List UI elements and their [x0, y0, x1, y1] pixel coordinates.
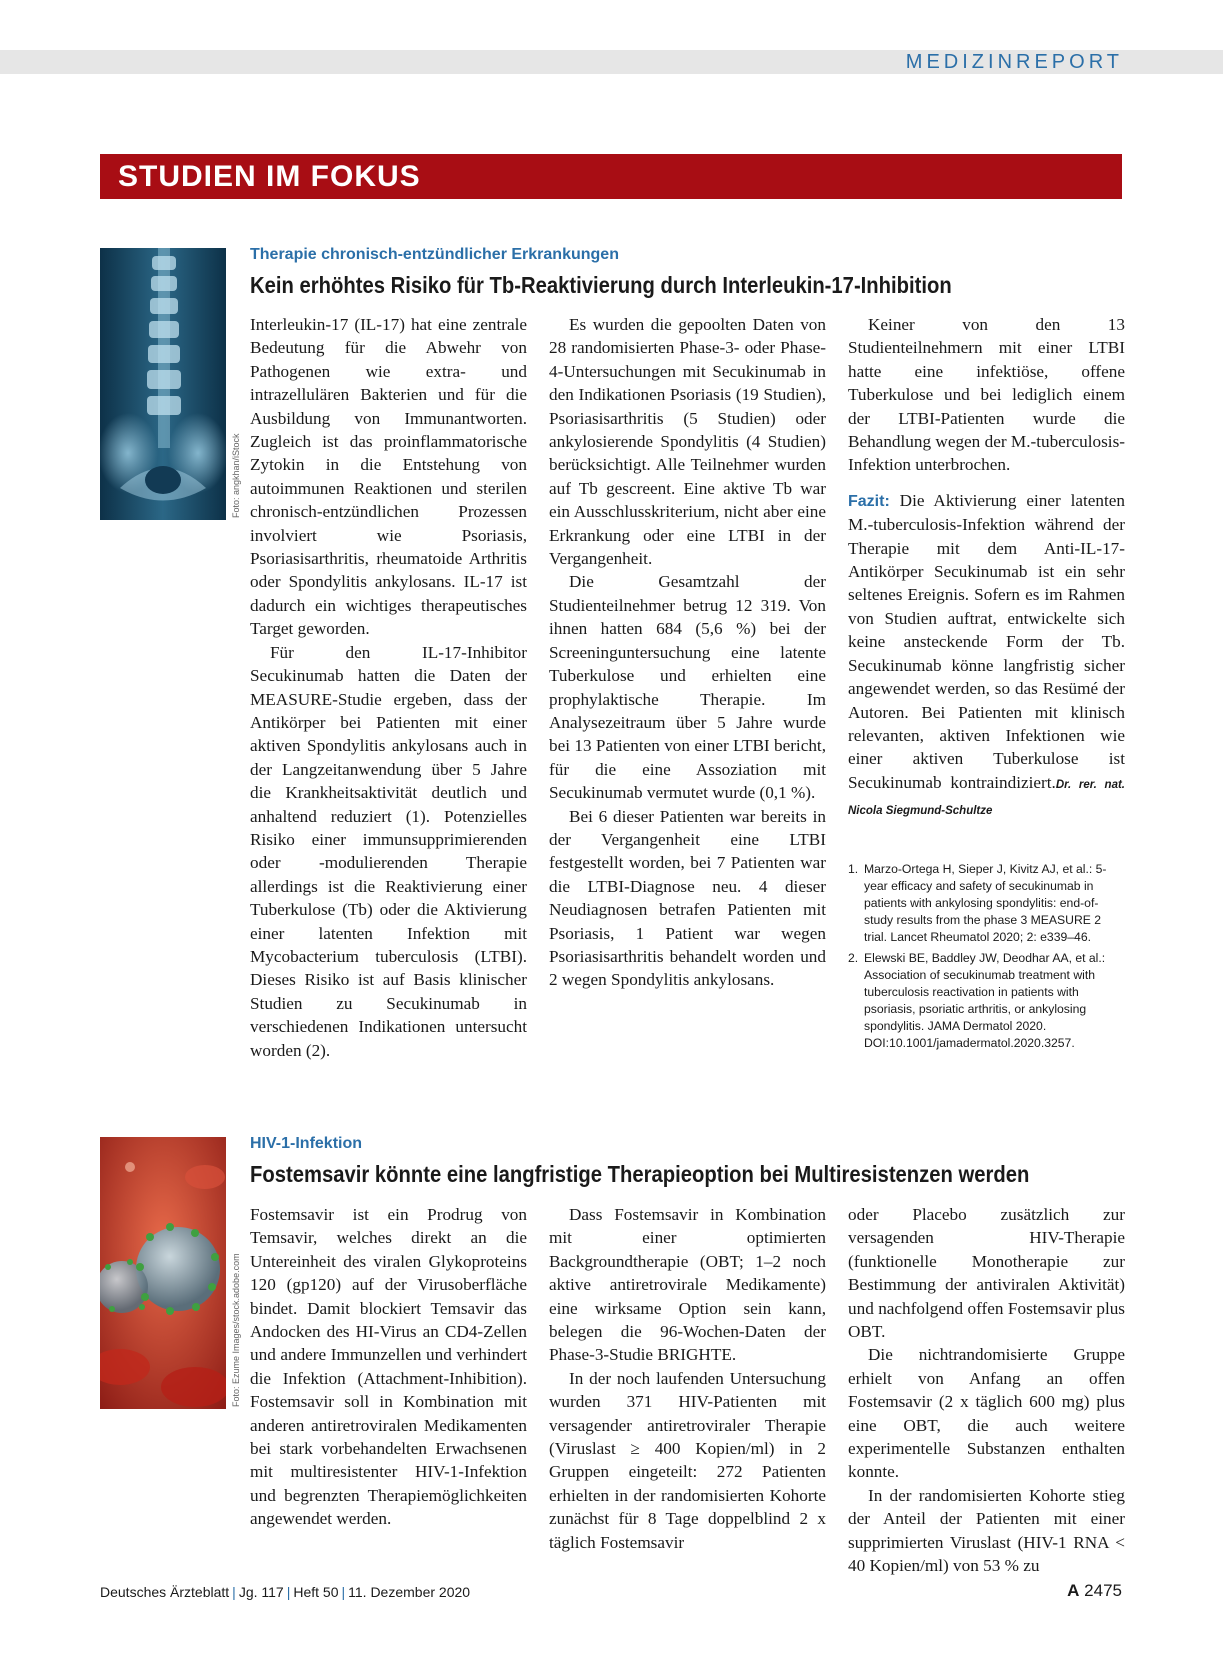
paragraph: Bei 6 dieser Patienten war bereits in der Vergangenheit eine LTBI festgestellt worden, bei 7 Patienten war die LTBI-Diagnose neu. 4 dieser Neudiagnosen betrafen Patienten mit Psoriasis, 1 Patient war wegen Psoriasisarthritis behandelt worden und 2 wegen Spondylitis ankylosans. — [549, 806, 826, 990]
paragraph: Die nichtrandomisierte Gruppe erhielt von Anfang an offen Fostemsavir (2 x täglich 600 mg) plus eine OBT, die auch weitere experimentelle Substanzen enthalten konnte. — [848, 1345, 1125, 1482]
paragraph: Die Gesamtzahl der Studienteilnehmer betrug 12 319. Von ihnen hatten 684 (5,6 %) bei der Screeninguntersuchung eine latente Tuberkulose und erhielten eine prophylaktische Therapie. Im Analysezeitraum über 5 Jahre wurde bei 13 Patienten von einer LTBI bericht, für die eine Assoziation mit Secukinumab vermutet wurde (0,1 %). — [549, 572, 826, 803]
photo-credit: Foto: angkhan/iStock — [231, 433, 241, 518]
photo-credit: Foto: Ezume Images/stock.adobe.com — [231, 1253, 241, 1407]
journal-name: Deutsches Ärzteblatt — [100, 1584, 230, 1600]
paragraph: Fostemsavir ist ein Prodrug von Temsavir, welches direkt an die Untereinheit des viralen Glykoproteins 120 (gp120) auf der Virusoberfläche bindet. Damit blockiert Temsavir das Andocken des HI-Virus an CD4-Zellen und andere Immunzellen und verhindert die Infektion (Attachment-Inhibition). Fostemsavir soll in Kombination mit anderen antiretroviralen Medikamenten bei stark vorbehandelten Erwachsenen mit multiresistenter HIV-1-Infektion und begrenzten Therapiemöglichkeiten angewendet werden. — [250, 1205, 527, 1529]
reference-list — [848, 861, 1124, 1056]
volume: Jg. 117 — [238, 1584, 284, 1600]
paragraph: oder Placebo zusätzlich zur versagenden HIV-Therapie (funktionelle Monotherapie zur Bestimmung der antiviralen Aktivität) und nachfolgend offen Fostemsavir plus OBT. — [848, 1205, 1125, 1342]
article-headline: Kein erhöhtes Risiko für Tb-Reaktivierung durch Interleukin-17-Inhibition — [250, 272, 952, 298]
author: Dr. rer. nat. Nicola Siegmund-Schultze — [848, 778, 1125, 818]
page-number — [1067, 1581, 1122, 1601]
virus-illustration-image — [100, 1137, 226, 1409]
article-kicker: HIV-1-Infektion — [250, 1135, 363, 1152]
reference-item — [848, 861, 1124, 946]
paragraph: Interleukin-17 (IL-17) hat eine zentrale Bedeutung für die Abwehr von Pathogenen wie extra- und intrazellulären Bakterien und für die Ausbildung von Immunantworten. Zugleich ist das proinflammatorische Zytokin in die Entstehung von autoimmunen Reaktionen und sterilen chronisch-entzündlichen Prozessen involviert wie Psoriasis, Psoriasisarthritis, rheumatoide Arthritis oder Spondylitis ankylosans. IL-17 ist dadurch ein wichtiges therapeutisches Target geworden. — [250, 315, 527, 639]
article-column-1 — [250, 1203, 527, 1531]
paragraph: In der noch laufenden Untersuchung wurden 371 HIV-Patienten mit versagender antiretroviraler Therapie (Viruslast ≥ 400 Kopien/ml) in 2 Gruppen eingeteilt: 272 Patienten erhielten in der randomisierten Kohorte zunächst für 8 Tage doppelblind 2 x täglich Fostemsavir — [549, 1368, 826, 1552]
article-column-3 — [848, 313, 1125, 824]
article-column-1 — [250, 313, 527, 1062]
article-headline: Fostemsavir könnte eine langfristige Therapieoption bei Multiresistenzen werden — [250, 1161, 1030, 1187]
fazit-paragraph — [848, 489, 1125, 824]
reference-text: Marzo-Ortega H, Sieper J, Kivitz AJ, et al.: 5-year efficacy and safety of secukinumab in patients with ankylosing spondylitis: end-of-study results from the phase 3 MEASURE 2 trial. Lancet Rheumatol 2020; 2: e339–46. — [864, 862, 1107, 944]
issue: Heft 50 — [293, 1584, 339, 1600]
issue-date: 11. Dezember 2020 — [348, 1584, 471, 1600]
reference-item — [848, 950, 1124, 1052]
paragraph: In der randomisierten Kohorte stieg der Anteil der Patienten mit einer supprimierten Viruslast (HIV-1 RNA < 40 Kopien/ml) von 53 % zu — [848, 1485, 1125, 1576]
article-column-2 — [549, 313, 826, 992]
paragraph: Für den IL-17-Inhibitor Secukinumab hatten die Daten der MEASURE-Studie ergeben, dass der Antikörper bei Patienten mit einer aktiven Spondylitis ankylosans auch in der Langzeitanwendung über 5 Jahre die Krankheitsaktivität deutlich und anhaltend reduziert (1). Potenzielles Risiko einer immunsupprimierenden oder -modulierenden Therapie allerdings ist die Reaktivierung einer Tuberkulose (Tb) oder die Aktivierung einer latenten Infektion mit Mycobacterium tuberculosis (LTBI). Dieses Risiko ist auf Basis klinischer Studien zu Secukinumab in verschiedenen Indikationen untersucht worden (2). — [250, 642, 527, 1060]
paragraph: Es wurden die gepoolten Daten von 28 randomisierten Phase-3- oder Phase-4-Untersuchungen mit Secukinumab in den Indikationen Psoriasis (19 Studien), Psoriasisarthritis (5 Studien) oder ankylosierende Spondylitis (4 Studien) berücksichtigt. Alle Teilnehmer wurden auf Tb gescreent. Eine aktive Tb war ein Ausschlusskriterium, nicht aber eine Erkrankung oder eine LTBI in der Vergangenheit. — [549, 315, 826, 569]
page-prefix: A — [1067, 1581, 1080, 1600]
article-column-2 — [549, 1203, 826, 1554]
banner-title: STUDIEN IM FOKUS — [118, 160, 421, 193]
reference-number: 1. — [848, 862, 859, 876]
article-column-3 — [848, 1203, 1125, 1578]
fazit-text: Die Aktivierung einer latenten M.-tuberculosis-Infektion während der Therapie mit dem Anti-IL-17-Antikörper Secukinumab ist ein sehr seltenes Ereignis. Sofern es im Rahmen von Studien auftrat, entwickelte sich keine ansteckende Form der Tb. Secukinumab könne langfristig sicher angewendet werden, so das Resümé der Autoren. Bei Patienten mit klinisch relevanten, aktiven Infektionen wie einer aktiven Tuberkulose ist Secukinumab kontraindiziert. — [848, 490, 1125, 792]
paragraph: Dass Fostemsavir in Kombination mit einer optimierten Backgroundtherapie (OBT; 1–2 noch aktive antiretrovirale Medikamente) eine wirksame Option sein kann, belegen die 96-Wochen-Daten der Phase-3-Studie BRIGHTE. — [549, 1205, 826, 1365]
page-number-value: 2475 — [1084, 1581, 1122, 1600]
section-banner — [100, 154, 1122, 199]
reference-number: 2. — [848, 951, 859, 965]
fazit-label: Fazit: — [848, 492, 890, 510]
xray-spine-image — [100, 248, 226, 520]
paragraph: Keiner von den 13 Studienteilnehmern mit einer LTBI hatte eine infektiöse, offene Tuberkulose und bei lediglich einem der LTBI-Patienten wurde die Behandlung wegen der M.-tuberculosis-Infektion unterbrochen. — [848, 315, 1125, 475]
reference-text: Elewski BE, Baddley JW, Deodhar AA, et al.: Association of secukinumab treatment with tuberculosis reactivation in patients with psoriasis, psoriatic arthritis, or ankylosing spondylitis. JAMA Dermatol 2020. DOI:10.1001/jamadermatol.2020.3257. — [864, 951, 1106, 1050]
section-label: MEDIZINREPORT — [905, 51, 1123, 73]
page-footer: Deutsches Ärzteblatt | Jg. 117 | Heft 50 | 11. Dezember 2020 — [100, 1584, 471, 1600]
article-kicker: Therapie chronisch-entzündlicher Erkrankungen — [250, 246, 619, 263]
